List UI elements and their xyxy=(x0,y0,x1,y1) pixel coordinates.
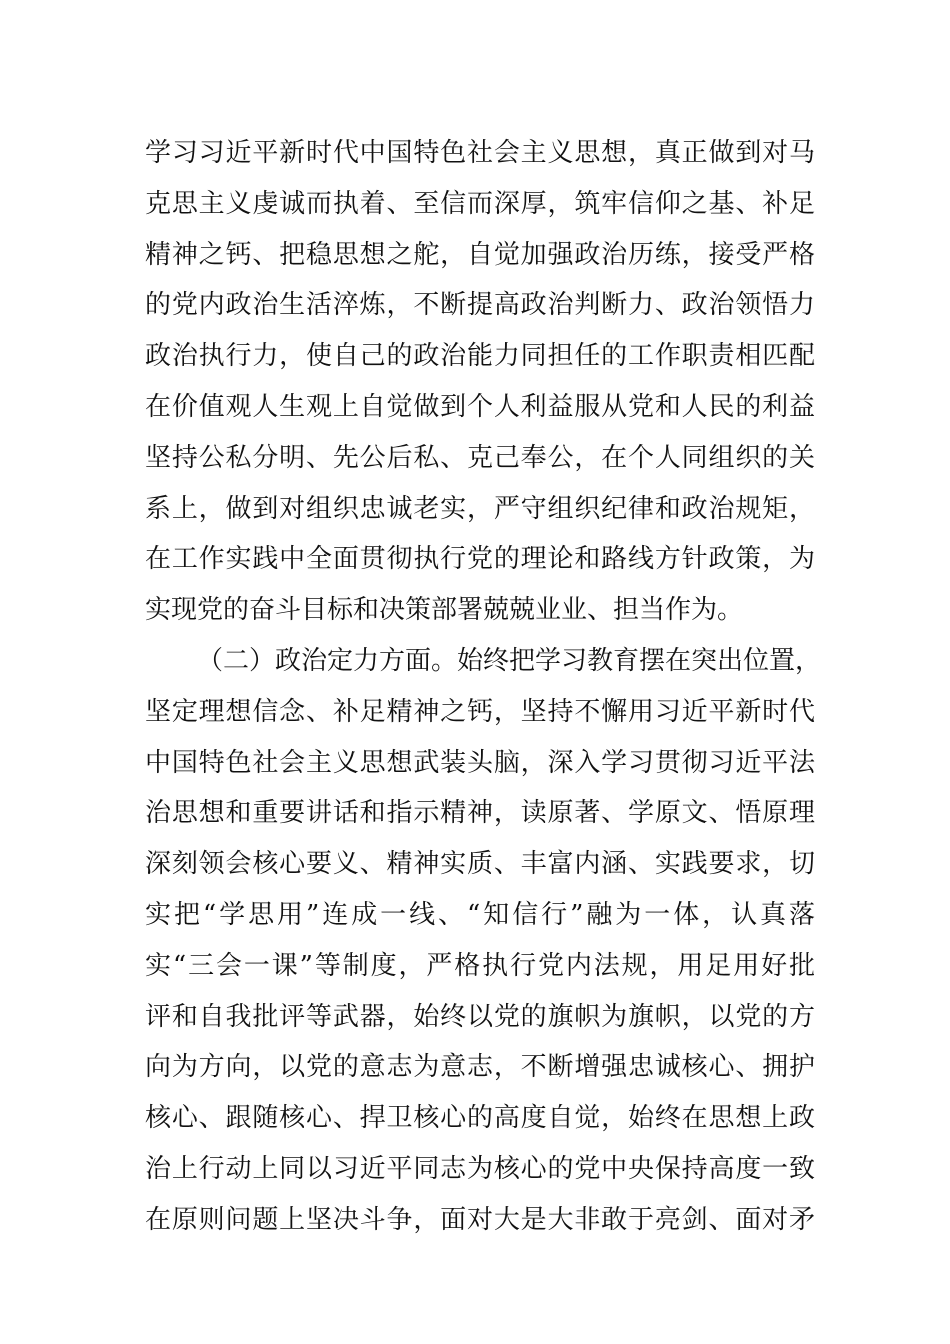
text-line: 核心、跟随核心、捍卫核心的高度自觉，始终在思想上政 xyxy=(145,1103,815,1134)
text-line: 的党内政治生活淬炼，不断提高政治判断力、政治领悟力 xyxy=(145,290,815,321)
text-line: 坚持公私分明、先公后私、克己奉公，在个人同组织的关 xyxy=(145,442,815,473)
text-line: 政治执行力，使自己的政治能力同担任的工作职责相匹配 xyxy=(145,341,815,372)
text-line: 治思想和重要讲话和指示精神，读原著、学原文、悟原理 xyxy=(145,798,815,829)
paragraph-end-line: 实现党的奋斗目标和决策部署兢兢业业、担当作为。 xyxy=(145,595,744,626)
text-line: 评和自我批评等武器，始终以党的旗帜为旗帜，以党的方 xyxy=(145,1001,815,1032)
text-line: 系上，做到对组织忠诚老实，严守组织纪律和政治规矩， xyxy=(145,493,815,524)
section-heading-line: （二）政治定力方面。始终把学习教育摆在突出位置， xyxy=(197,645,822,676)
text-line: 实把“学思用”连成一线、“知信行”融为一体，认真落 xyxy=(145,899,815,930)
text-line: 实“三会一课”等制度，严格执行党内法规，用足用好批 xyxy=(145,950,815,981)
text-line: 治上行动上同以习近平同志为核心的党中央保持高度一致 xyxy=(145,1153,815,1184)
text-line: 精神之钙、把稳思想之舵，自觉加强政治历练，接受严格 xyxy=(145,239,815,270)
text-line: 深刻领会核心要义、精神实质、丰富内涵、实践要求，切 xyxy=(145,849,815,880)
text-line: 坚定理想信念、补足精神之钙，坚持不懈用习近平新时代 xyxy=(145,696,815,727)
text-line: 在原则问题上坚决斗争，面对大是大非敢于亮剑、面对矛 xyxy=(145,1204,815,1235)
text-line: 在价值观人生观上自觉做到个人利益服从党和人民的利益 xyxy=(145,391,815,422)
text-line: 学习习近平新时代中国特色社会主义思想，真正做到对马 xyxy=(145,138,815,168)
text-line: 向为方向，以党的意志为意志，不断增强忠诚核心、拥护 xyxy=(145,1052,815,1083)
text-line: 中国特色社会主义思想武装头脑，深入学习贯彻习近平法 xyxy=(145,747,815,778)
text-line: 在工作实践中全面贯彻执行党的理论和路线方针政策，为 xyxy=(145,544,815,575)
body-text xyxy=(145,128,822,1246)
text-line: 克思主义虔诚而执着、至信而深厚，筑牢信仰之基、补足 xyxy=(145,188,815,219)
